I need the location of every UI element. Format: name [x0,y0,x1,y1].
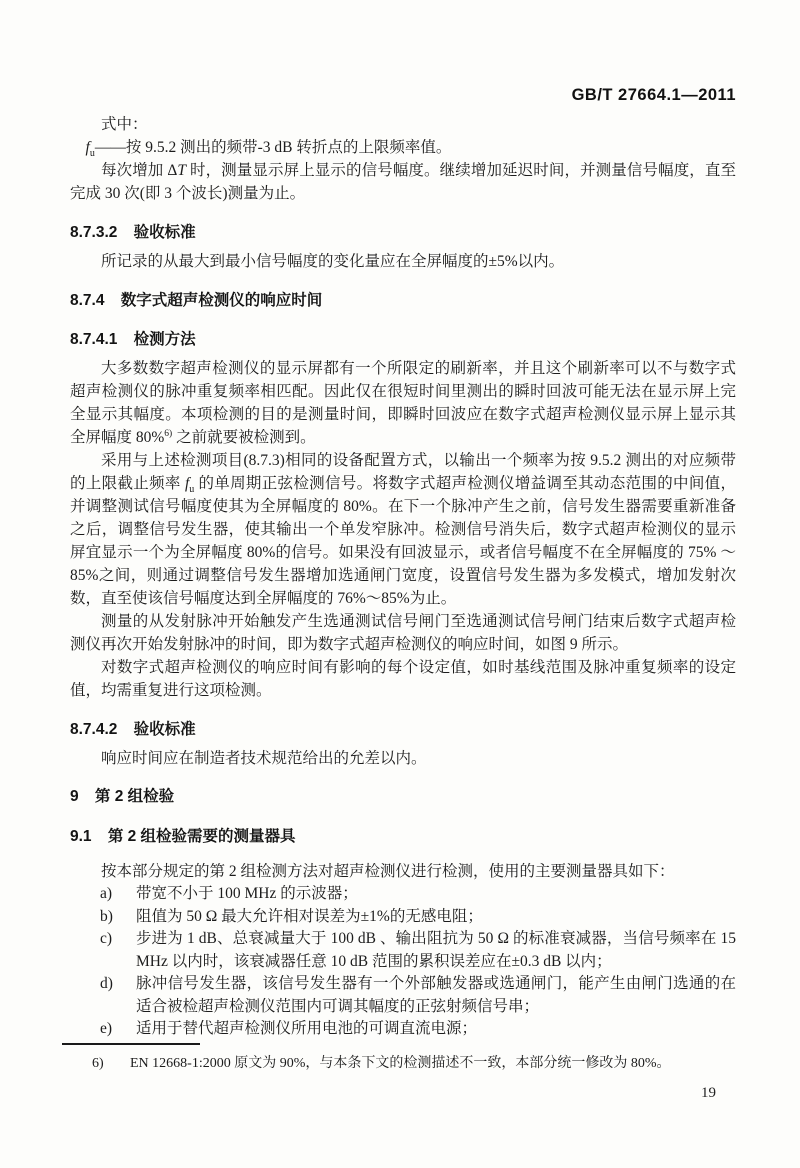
chapter-number: 9 [70,788,79,805]
chapter-9-heading [70,785,736,808]
paragraph-method-2: 采用与上述检测项目(8.7.3)相同的设备配置方式，以输出一个频率为按 9.5.2 测出的对应频带的上限截止频率 $f_u$ 的单周期正弦检测信号。将数字式超声检测仪增益调至其动态范围的中间值，并调整测试信号幅度使其为全屏幅度的 80%。在下一个脉冲产生之前，信号发生器需要重新准备之后，调整信号发生器，使其输出一个单发窄脉冲。检测信号消失后，数字式超声检测仪的显示屏宜显示一个为全屏幅度 80%的信号。如果没有回波显示，或者信号幅度不在全屏幅度的 75% ～85%之间，则通过调整信号发生器增加选通闸门宽度，设置信号发生器为多发模式，增加发射次数，直至使该信号幅度达到全屏幅度的 76%～85%为止。 [70,452,736,607]
symbol-f: f [85,139,90,156]
clause-8-7-4-heading [70,289,736,312]
list-item-c [70,928,736,973]
clause-title: 数字式超声检测仪的响应时间 [120,292,323,309]
formula-intro: 式中： [101,116,148,133]
clause-number: 8.7.4.1 [70,331,118,348]
paragraph-method-1: 大多数数字超声检测仪的显示屏都有一个所限定的刷新率，并且这个刷新率可以不与数字式超声检测仪的脉冲重复频率相匹配。因此仅在很短时间里测出的瞬时回波可能无法在显示屏上完全显示其幅度。本项检测的目的是测量时间，即瞬时回波应在数字式超声检测仪显示屏上显示其全屏幅度 80%$^{6)}$ 之前就要被检测到。 [70,360,736,446]
list-item-label: d) [100,975,113,992]
paragraph-method-4: 对数字式超声检测仪的响应时间有影响的每个设定值，如时基线范围及脉冲重复频率的设定值，均需重复进行这项检测。 [70,659,736,699]
paragraph-acceptance-8742: 响应时间应在制造者技术规范给出的允差以内。 [101,750,427,767]
footnote-6 [70,1054,736,1074]
symbol-f: f [184,475,190,492]
list-item-text: 阻值为 50 Ω 最大允许相对误差为±1%的无感电阻； [136,907,483,925]
footnote-separator [62,1043,200,1045]
clause-number: 8.7.3.2 [70,224,118,241]
list-item-text: 步进为 1 dB、总衰减量大于 100 dB 、输出阻抗为 50 Ω 的标准衰减器，当信号频率在 15 MHz 以内时，该衰减器任意 10 dB 范围的累积误差应在±0.3 dB 以内； [136,930,736,970]
list-item-label: b) [100,907,113,925]
list-item-d [70,973,736,1018]
standard-code-header: GB/T 27664.1—2011 [571,86,736,104]
page-number: 19 [701,1084,716,1101]
list-item-label: a) [100,885,113,902]
footnote-area [70,1043,736,1074]
clause-8-7-4-2-heading [70,718,736,741]
paragraph-method-3: 测量的从发射脉冲开始触发产生选通测试信号闸门至选通测试信号闸门结束后数字式超声检测仪再次开始发射脉冲的时间，即为数字式超声检测仪的响应时间，如图 9 所示。 [70,613,736,653]
list-item-text: 脉冲信号发生器，该信号发生器有一个外部触发器或选通闸门，能产生由闸门选通的在适合被检超声检测仪范围内可调其幅度的正弦射频信号串； [136,975,736,1015]
symbol-subscript: u [189,484,195,496]
list-item-text: 带宽不小于 100 MHz 的示波器； [136,885,358,902]
clause-title: 验收标准 [133,721,196,738]
symbol-definition [70,136,736,159]
paragraph-instruments-intro: 按本部分规定的第 2 组检测方法对超声检测仪进行检测，使用的主要测量器具如下： [101,863,675,880]
list-item-a [70,883,736,906]
list-item-label: c) [100,930,113,947]
clause-8-7-3-2-heading [70,221,736,244]
paragraph-delta-t: 每次增加 ΔT 时，测量显示屏上显示的信号幅度。继续增加延迟时间，并测量信号幅度，直至完成 30 次(即 3 个波长)测量为止。 [70,162,737,202]
clause-9-1-heading [70,825,736,848]
clause-number: 8.7.4.2 [70,721,118,738]
symbol-subscript: u [89,148,95,160]
clause-title: 验收标准 [133,224,196,241]
symbol-T: T [177,162,186,179]
chapter-title: 第 2 组检验 [94,788,175,805]
instrument-list [70,883,736,1041]
footnote-text: EN 12668-1:2000 原文为 90%，与本条下文的检测描述不一致，本部分统一修改为 80%。 [130,1055,671,1071]
list-item-label: e) [100,1020,113,1037]
list-item-e [70,1018,736,1041]
clause-title: 第 2 组检验需要的测量器具 [107,828,296,845]
clause-number: 8.7.4 [70,292,105,309]
footnote-reference-6: 6) [164,428,173,439]
clause-title: 检测方法 [133,331,196,348]
symbol-definition-text: ——按 9.5.2 测出的频带-3 dB 转折点的上限频率值。 [94,139,452,156]
paragraph-acceptance-8732: 所记录的从最大到最小信号幅度的变化量应在全屏幅度的±5%以内。 [101,253,565,270]
clause-number: 9.1 [70,828,92,845]
list-item-text: 适用于替代超声检测仪所用电池的可调直流电源； [136,1020,478,1037]
footnote-label: 6) [92,1055,104,1071]
clause-8-7-4-1-heading [70,328,736,351]
list-item-b [70,906,736,929]
